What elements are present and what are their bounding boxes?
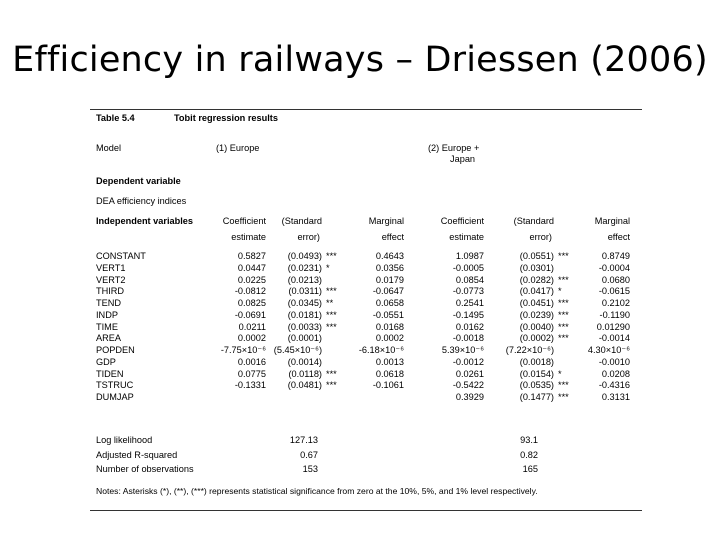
coef-1: 0.0825: [237, 298, 266, 308]
sig-1: *: [326, 262, 330, 273]
variable-name: TEND: [96, 298, 122, 308]
coef-1: 0.0211: [238, 321, 266, 332]
marginal-1: 0.0179: [375, 274, 404, 285]
se-2: (0.0154): [519, 368, 554, 379]
sig-1: ***: [326, 321, 337, 332]
coef-2: 0.0261: [455, 368, 484, 379]
me-header-2b: effect: [607, 232, 630, 242]
sig-2: ***: [558, 298, 569, 308]
dependent-variable-label: Dependent variable: [96, 176, 181, 186]
coef-1: 0.0016: [237, 356, 266, 367]
se-2: (0.0451): [519, 298, 554, 308]
coef-header-1b: estimate: [231, 232, 266, 242]
model-2-label-line1: (2) Europe +: [428, 143, 480, 153]
variable-name: DUMJAP: [96, 392, 134, 402]
stat-label: Log likelihood: [96, 435, 153, 445]
sig-2: ***: [558, 380, 569, 391]
coef-2: 0.2541: [455, 298, 484, 308]
marginal-2: 0.3131: [601, 392, 630, 402]
sig-1: ***: [326, 368, 337, 379]
se-header-2b: error): [529, 232, 552, 242]
se-1: (0.0213): [287, 274, 322, 285]
sig-2: ***: [558, 321, 569, 332]
se-1: (0.0231): [287, 262, 322, 273]
me-header-1b: effect: [381, 232, 404, 242]
table-caption-number: Table 5.4: [96, 113, 135, 123]
variable-name: TIDEN: [96, 368, 124, 379]
coef-2: -0.0012: [452, 356, 484, 367]
coef-1: 0.5827: [237, 251, 266, 261]
coef-2: 5.39×10⁻⁶: [441, 345, 484, 355]
sig-2: ***: [558, 251, 569, 261]
me-header-1a: Marginal: [368, 216, 404, 226]
stat-value-1: 153: [302, 464, 318, 474]
se-2: (0.0239): [519, 309, 554, 320]
se-1: (5.45×10⁻⁶): [273, 345, 322, 355]
coef-2: -0.0773: [452, 286, 484, 297]
marginal-2: -0.0010: [598, 356, 630, 367]
model-label: Model: [96, 143, 122, 153]
marginal-2: 0.2102: [601, 298, 630, 308]
se-1: (0.0481): [287, 380, 322, 391]
se-2: (0.0301): [519, 262, 554, 273]
marginal-1: 0.0013: [375, 356, 404, 367]
regression-table: [90, 105, 642, 513]
marginal-2: -0.0615: [598, 286, 630, 297]
table-top-rule: [90, 109, 642, 110]
stat-value-2: 165: [522, 464, 538, 474]
coef-1: -0.0691: [234, 309, 266, 320]
coef-1: 0.0002: [237, 333, 266, 344]
se-2: (0.0417): [519, 286, 554, 297]
se-2: (0.0535): [519, 380, 554, 391]
stat-value-2: 0.82: [520, 449, 538, 460]
variable-name: POPDEN: [96, 345, 135, 355]
sig-2: *: [558, 368, 562, 379]
coef-1: -0.1331: [234, 380, 266, 391]
coef-2: -0.0005: [452, 262, 484, 273]
dea-label: DEA efficiency indices: [96, 196, 187, 206]
marginal-1: 0.0002: [375, 333, 404, 344]
marginal-2: -0.1190: [599, 309, 630, 320]
model-2-label-line2: Japan: [450, 154, 476, 164]
se-1: (0.0345): [287, 298, 322, 308]
se-2: (0.0282): [519, 274, 554, 285]
variable-name: CONSTANT: [96, 251, 146, 261]
me-header-2a: Marginal: [594, 216, 630, 226]
model-1-label: (1) Europe: [216, 143, 260, 153]
variable-name: TIME: [96, 321, 118, 332]
sig-2: *: [558, 286, 562, 297]
sig-1: **: [326, 298, 334, 308]
coef-1: -0.0812: [234, 286, 266, 297]
independent-variables-label: Independent variables: [96, 216, 194, 226]
coef-header-1a: Coefficient: [222, 216, 266, 226]
slide-title: Efficiency in railways – Driessen (2006): [12, 40, 708, 80]
sig-1: ***: [326, 286, 337, 297]
marginal-2: 0.8749: [601, 251, 630, 261]
sig-1: ***: [326, 309, 337, 320]
stat-label: Number of observations: [96, 464, 194, 474]
table-note: Notes: Asterisks (*), (**), (***) represents statistical significance from zero at the 10%, 5%, and 1% level respectively.: [96, 486, 538, 496]
coef-2: 0.0854: [455, 274, 484, 285]
table-caption-title: Tobit regression results: [174, 113, 278, 123]
se-header-2a: (Standard: [513, 216, 554, 226]
marginal-2: -0.0004: [598, 262, 630, 273]
coef-2: -0.0018: [452, 333, 484, 344]
sig-2: ***: [558, 309, 569, 320]
se-2: (7.22×10⁻⁶): [505, 345, 554, 355]
marginal-2: 0.0680: [601, 274, 630, 285]
coef-2: -0.1495: [452, 309, 484, 320]
variable-name: TSTRUC: [96, 380, 134, 391]
variable-name: INDP: [96, 309, 118, 320]
se-1: (0.0001): [287, 333, 322, 344]
stat-value-2: 93.1: [520, 435, 538, 445]
se-1: (0.0014): [287, 356, 322, 367]
marginal-1: 0.0658: [375, 298, 404, 308]
se-1: (0.0311): [288, 286, 322, 297]
marginal-1: -6.18×10⁻⁶: [358, 345, 404, 355]
se-2: (0.0040): [519, 321, 554, 332]
sig-1: ***: [326, 380, 337, 391]
variable-name: GDP: [96, 356, 116, 367]
marginal-1: 0.0356: [375, 262, 404, 273]
coef-1: -7.75×10⁻⁶: [220, 345, 266, 355]
stat-value-1: 127.13: [289, 435, 318, 445]
sig-2: ***: [558, 274, 569, 285]
marginal-1: 0.0168: [375, 321, 404, 332]
marginal-2: -0.4316: [598, 380, 630, 391]
stat-value-1: 0.67: [300, 449, 318, 460]
marginal-1: 0.0618: [375, 368, 404, 379]
table-bottom-rule: [90, 510, 642, 511]
coef-1: 0.0775: [237, 368, 266, 379]
se-2: (0.0002): [519, 333, 554, 344]
marginal-2: -0.0014: [598, 333, 630, 344]
se-1: (0.0118): [288, 368, 322, 379]
marginal-1: -0.0647: [372, 286, 404, 297]
marginal-1: -0.1061: [372, 380, 404, 391]
se-1: (0.0493): [287, 251, 322, 261]
marginal-1: 0.4643: [375, 251, 404, 261]
variable-name: VERT2: [96, 274, 126, 285]
se-header-1a: (Standard: [281, 216, 322, 226]
variable-name: VERT1: [96, 262, 126, 273]
coef-2: 0.3929: [455, 392, 484, 402]
coef-2: -0.5422: [452, 380, 484, 391]
variable-name: THIRD: [96, 286, 125, 297]
coef-header-2b: estimate: [449, 232, 484, 242]
marginal-2: 0.0208: [601, 368, 630, 379]
se-2: (0.0551): [519, 251, 554, 261]
coef-1: 0.0225: [237, 274, 266, 285]
marginal-2: 0.01290: [596, 321, 630, 332]
marginal-2: 4.30×10⁻⁶: [587, 345, 630, 355]
coef-1: 0.0447: [237, 262, 266, 273]
variable-name: AREA: [96, 333, 122, 344]
marginal-1: -0.0551: [372, 309, 404, 320]
coef-2: 0.0162: [455, 321, 484, 332]
stat-label: Adjusted R-squared: [96, 449, 178, 460]
se-1: (0.0033): [287, 321, 322, 332]
se-2: (0.0018): [519, 356, 554, 367]
se-2: (0.1477): [519, 392, 554, 402]
se-header-1b: error): [297, 232, 320, 242]
sig-1: ***: [326, 251, 337, 261]
se-1: (0.0181): [287, 309, 322, 320]
sig-2: ***: [558, 333, 569, 344]
sig-2: ***: [558, 392, 569, 402]
coef-header-2a: Coefficient: [440, 216, 484, 226]
coef-2: 1.0987: [455, 251, 484, 261]
